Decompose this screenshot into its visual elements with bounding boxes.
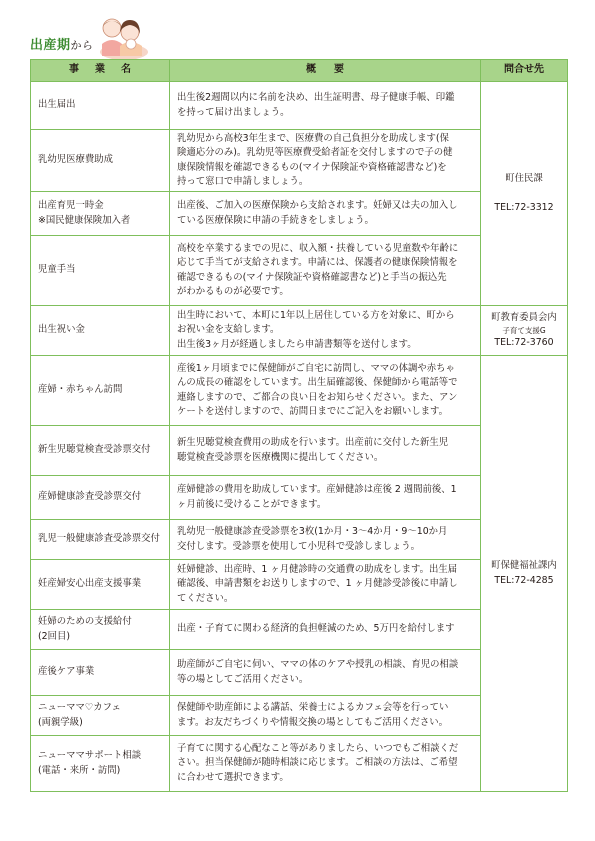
service-description [170,696,481,736]
section-heading-suffix: から [70,39,94,52]
description-line: 助産師がご自宅に伺い、ママの体のケアや授乳の相談、育児の相談 [177,659,459,671]
description-line: 保健師や助産師による講話、栄養士によるカフェ会等を行ってい [177,702,449,714]
service-name [31,192,170,236]
section-heading [30,34,94,53]
service-name [31,610,170,650]
contact-line: 町保健福祉課内 [491,560,557,572]
contact-line: 町住民課 [505,173,543,185]
description-line: がわかるものが必要です。 [177,285,289,297]
description-line: 確認後、申請書類をお送りしますので、1 ヶ月健診受診後に申請し [177,578,458,590]
service-name [31,650,170,696]
service-name-line: 産婦健康診査受診票交付 [38,491,142,503]
service-name-line: ※国民健康保険加入者 [38,214,131,226]
service-name [31,356,170,426]
service-name-line: (両親学級) [38,716,83,728]
description-line: んの成長の確認をしています。出生届確認後、保健師から電話等で [177,377,458,389]
service-name-line: 児童手当 [38,264,76,276]
service-name [31,520,170,560]
service-name [31,426,170,476]
service-name-line: ニューママ♡カフェ [38,702,121,714]
description-line: 産婦健診の費用を助成しています。産婦健診は産後 2 週間前後、1 [177,484,457,496]
description-line: 新生児聴覚検査費用の助成を行います。出産前に交付した新生児 [177,437,449,449]
service-description [170,520,481,560]
contact-line [483,186,565,200]
description-line: 乳幼児一般健康診査受診票を3枚(1か月・3～4か月・9～10か月 [177,526,448,538]
service-description [170,610,481,650]
contact-cell [481,356,568,792]
service-description [170,356,481,426]
table-row [31,306,568,356]
service-name-line: 妊婦のための支援給付 [38,616,132,628]
description-line: ケートを送付しますので、訪問日までにご記入をお願いします。 [177,405,448,417]
service-name-line: (2回目) [38,630,71,642]
service-name-line: 乳児一般健康診査受診票交付 [38,533,160,545]
service-name-line: 出生祝い金 [38,324,85,336]
description-line: 出生後2週間以内に名前を決め、出生証明書、母子健康手帳、印鑑 [177,92,455,104]
contact-cell [481,82,568,306]
description-line: 乳幼児から高校3年生まで、医療費の自己負担分を助成します(保 [177,133,449,145]
service-name [31,476,170,520]
service-table [30,59,568,792]
contact-line: 町教育委員会内 [491,312,557,324]
description-line: 持って窓口で申請しましょう。 [177,175,309,187]
description-line: 確認できるもの(マイナ保険証や資格確認書など)と手当の振込先 [177,271,447,283]
description-line: 出生後3ヶ月が経過しましたら申請書類等を送付します。 [177,338,417,350]
description-line: 出産・子育てに関わる経済的負担軽減のため、5万円を給付します [177,623,455,635]
description-line: お祝い金を支給します。 [177,324,280,336]
description-line: ます。お友だちづくりや情報交換の場としてもご活用ください。 [177,716,449,728]
service-description [170,236,481,306]
service-name-line: 新生児聴覚検査受診票交付 [38,444,151,456]
service-name-line: 妊産婦安心出産支援事業 [38,578,142,590]
table-row [31,82,568,130]
service-name-line: 産婦・赤ちゃん訪問 [38,384,123,396]
description-line: さい。担当保健師が随時相談に応じます。ご相談の方法は、ご希望 [177,757,458,769]
description-line: ヶ月前後に受けることができます。 [177,498,327,510]
description-line: 出生時において、本町に1年以上居住している方を対象に、町から [177,310,455,322]
service-name [31,696,170,736]
description-line: 康保険情報を確認できるもの(マイナ保険証や資格確認書など)を [177,161,447,173]
description-line: 妊婦健診、出産時、1 ヶ月健診時の交通費の助成をします。出生届 [177,564,458,576]
service-name [31,306,170,356]
description-line: 出産後、ご加入の医療保険から支給されます。妊婦又は夫の加入し [177,200,458,212]
service-description [170,650,481,696]
header-desc: 概要 [170,60,481,82]
contact-line: TEL:72-3312 [494,201,554,213]
description-line: に合わせて選択できます。 [177,771,289,783]
section-heading-main: 出産期 [30,38,71,53]
service-name-line: ニューママサポート相談 [38,750,142,762]
service-name [31,130,170,192]
description-line: てください。 [177,592,234,604]
description-line: 聴覚検査受診票を医療機関に提出してください。 [177,451,384,463]
service-description [170,736,481,792]
description-line: 連絡しますので、ご都合の良い日をお知らせください。また、アン [177,391,458,403]
service-name-line: 産後ケア事業 [38,666,95,678]
service-description [170,560,481,610]
service-name [31,560,170,610]
contact-cell [481,306,568,356]
description-line: 高校を卒業するまでの児に、収入額・扶養している児童数や年齢に [177,243,459,255]
table-header-row [31,60,568,82]
contact-tel: TEL:72-3760 [494,336,554,348]
service-description [170,192,481,236]
service-name [31,82,170,130]
service-description [170,130,481,192]
description-line: ている医療保険に申請の手続きをしましょう。 [177,214,374,226]
service-description [170,82,481,130]
service-name-line: 出生届出 [38,99,76,111]
service-name-line: 乳幼児医療費助成 [38,154,114,166]
description-line: 等の場としてご活用ください。 [177,673,309,685]
header-contact: 問合せ先 [481,60,568,82]
description-line: 産後1ヶ月頃までに保健師がご自宅に訪問し、ママの体調や赤ちゃ [177,363,455,375]
family-illustration-icon [94,14,150,60]
description-line: 子育てに関する心配なこと等がありましたら、いつでもご相談くだ [177,743,459,755]
service-name-line: 出産育児一時金 [38,200,104,212]
service-name [31,736,170,792]
description-line: 交付します。受診票を使用して小児科で受診しましょう。 [177,540,421,552]
service-description [170,306,481,356]
header-name: 事業名 [31,60,170,82]
contact-line: TEL:72-4285 [494,574,554,586]
service-description [170,476,481,520]
service-name-line: (電話・来所・訪問) [38,764,121,776]
description-line: を持って届け出ましょう。 [177,106,290,118]
description-line: 応じて手当てが支給されます。申請には、保護者の健康保険情報を [177,257,458,269]
contact-sub: 子育て支援G [502,325,546,335]
service-description [170,426,481,476]
table-body [31,82,568,792]
table-row [31,356,568,426]
service-name [31,236,170,306]
description-line: 険適応分のみ)。乳幼児等医療費受給者証を交付しますので子の健 [177,147,453,159]
